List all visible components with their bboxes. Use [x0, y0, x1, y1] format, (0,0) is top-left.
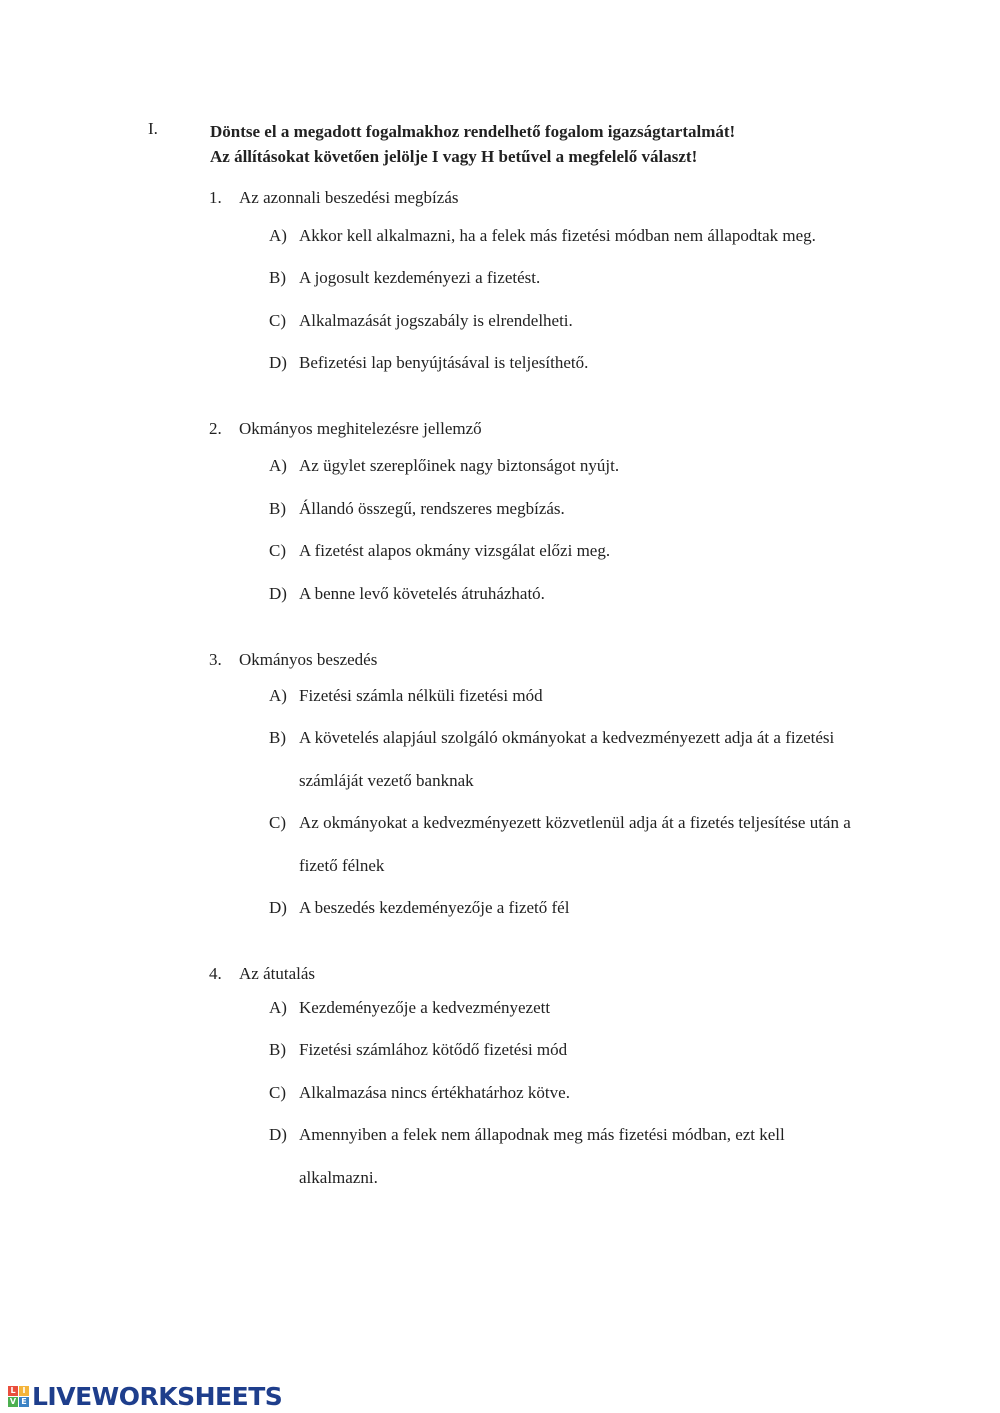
question-2-option-b[interactable] — [269, 488, 889, 531]
instruction-line-2: Az állításokat követően jelölje I vagy H betűvel a megfelelő választ! — [210, 147, 698, 166]
option-letter: A) — [269, 226, 287, 245]
question-3-option-c[interactable] — [269, 802, 869, 887]
option-letter: A) — [269, 686, 287, 705]
option-text: A benne levő követelés átruházható. — [299, 584, 545, 603]
option-letter: A) — [269, 998, 287, 1017]
option-letter: B) — [269, 499, 286, 518]
option-letter: D) — [269, 584, 287, 603]
option-text: Fizetési számlához kötődő fizetési mód — [299, 1040, 568, 1059]
question-number: 4. — [209, 964, 222, 983]
option-text: A beszedés kezdeményezője a fizető fél — [299, 898, 570, 917]
question-2-option-c[interactable] — [269, 530, 889, 573]
option-text: Amennyiben a felek nem állapodnak meg más fizetési módban, ezt kell alkalmazni. — [299, 1125, 785, 1187]
option-text: Állandó összegű, rendszeres megbízás. — [299, 499, 565, 518]
question-1-option-d[interactable] — [269, 342, 889, 385]
option-letter: A) — [269, 456, 287, 475]
question-number: 3. — [209, 650, 222, 669]
option-letter: D) — [269, 1125, 287, 1144]
logo-blocks-icon — [8, 1386, 29, 1407]
option-text: Az okmányokat a kedvezményezett közvetlenül adja át a fizetés teljesítése után a fizető félnek — [299, 813, 851, 875]
option-letter: D) — [269, 898, 287, 917]
question-text: Okmányos meghitelezésre jellemző — [239, 419, 482, 438]
question-4-option-d[interactable] — [269, 1114, 849, 1199]
option-letter: C) — [269, 311, 286, 330]
question-1-option-b[interactable] — [269, 257, 889, 300]
question-text: Az átutalás — [239, 964, 315, 983]
liveworksheets-logo[interactable] — [8, 1381, 282, 1411]
option-letter: C) — [269, 1083, 286, 1102]
question-number: 2. — [209, 419, 222, 438]
option-text: Kezdeményezője a kedvezményezett — [299, 998, 551, 1017]
question-3-option-a[interactable] — [269, 675, 889, 718]
option-text: Alkalmazását jogszabály is elrendelheti. — [299, 311, 573, 330]
question-number: 1. — [209, 188, 222, 207]
section-instruction — [210, 119, 735, 169]
question-3-title — [209, 650, 377, 670]
option-letter: C) — [269, 813, 286, 832]
question-2-option-a[interactable] — [269, 445, 889, 488]
option-letter: B) — [269, 728, 286, 747]
question-text: Okmányos beszedés — [239, 650, 378, 669]
logo-block-e: E — [19, 1397, 29, 1407]
option-letter: C) — [269, 541, 286, 560]
option-text: Befizetési lap benyújtásával is teljesíthető. — [299, 353, 589, 372]
question-1-title — [209, 188, 459, 208]
question-1-option-a[interactable] — [269, 215, 889, 258]
logo-block-v: V — [9, 1396, 17, 1406]
question-1-option-c[interactable] — [269, 300, 889, 343]
option-letter: B) — [269, 1040, 286, 1059]
option-text: A fizetést alapos okmány vizsgálat előzi meg. — [299, 541, 611, 560]
question-3-option-b[interactable] — [269, 717, 869, 802]
instruction-line-1: Döntse el a megadott fogalmakhoz rendelhető fogalom igazságtartalmát! — [210, 122, 736, 141]
option-text: Alkalmazása nincs értékhatárhoz kötve. — [299, 1083, 570, 1102]
question-2-title — [209, 419, 482, 439]
option-text: Az ügylet szereplőinek nagy biztonságot nyújt. — [299, 456, 620, 475]
option-letter: D) — [269, 353, 287, 372]
logo-block-i: I — [19, 1386, 29, 1396]
question-text: Az azonnali beszedési megbízás — [239, 188, 459, 207]
option-text: A jogosult kezdeményezi a fizetést. — [299, 268, 541, 287]
question-2-option-d[interactable] — [269, 573, 889, 616]
question-4-title — [209, 964, 315, 984]
logo-block-l: L — [8, 1386, 18, 1396]
section-number: I. — [148, 119, 158, 138]
option-letter: B) — [269, 268, 286, 287]
option-text: Fizetési számla nélküli fizetési mód — [299, 686, 543, 705]
question-3-option-d[interactable] — [269, 887, 889, 930]
question-4-option-b[interactable] — [269, 1029, 889, 1072]
logo-text: LIVEWORKSHEETS — [32, 1381, 283, 1411]
option-text: Akkor kell alkalmazni, ha a felek más fizetési módban nem állapodtak meg. — [299, 226, 816, 245]
option-text: A követelés alapjául szolgáló okmányokat a kedvezményezett adja át a fizetési számláját vezető banknak — [299, 728, 835, 790]
question-4-option-a[interactable] — [269, 987, 889, 1030]
question-4-option-c[interactable] — [269, 1072, 889, 1115]
